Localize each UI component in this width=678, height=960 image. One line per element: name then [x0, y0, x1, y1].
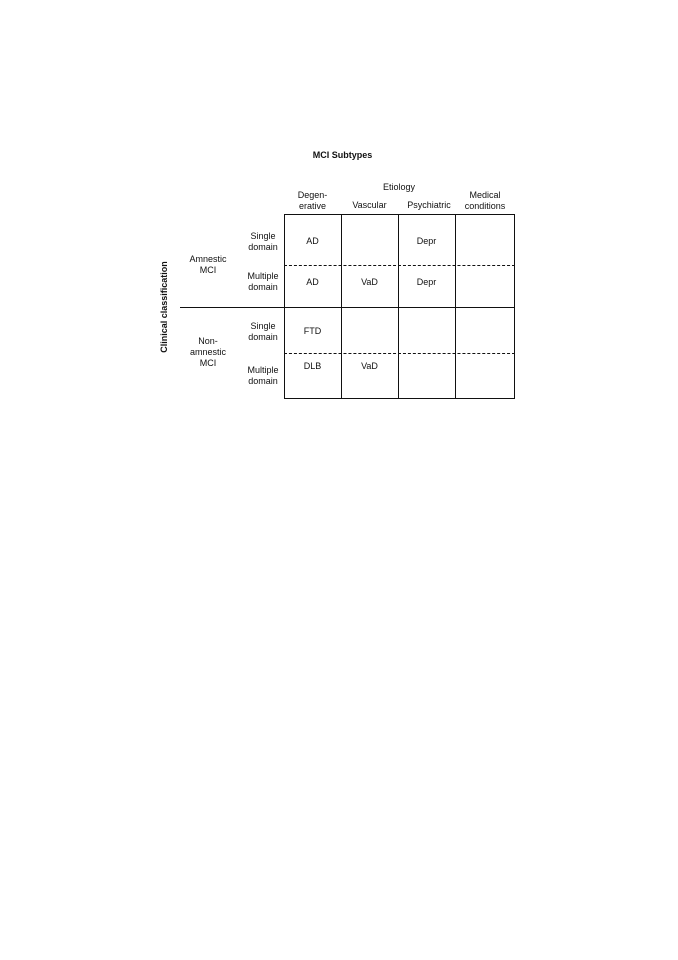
- cell-nonamnestic-multiple-vascular: VaD: [361, 361, 378, 371]
- cell-amnestic-multiple-degenerative: AD: [306, 277, 319, 287]
- row-label-amnestic-single: Single domain: [248, 231, 278, 252]
- cell-amnestic-single-psychiatric: Depr: [416, 236, 437, 246]
- group-divider: [180, 307, 515, 308]
- row-divider-dashed: [284, 353, 515, 354]
- row-divider-dashed: [284, 265, 515, 266]
- column-header-medical-conditions: Medical conditions: [464, 190, 506, 211]
- etiology-header: Etiology: [382, 182, 416, 192]
- column-header-degenerative: Degen- erative: [297, 190, 328, 211]
- column-header-vascular: Vascular: [352, 200, 387, 210]
- row-label-nonamnestic-single: Single domain: [248, 321, 278, 342]
- group-label-non-amnestic: Non- amnestic MCI: [189, 336, 226, 368]
- cell-nonamnestic-multiple-degenerative: DLB: [303, 361, 322, 371]
- cell-nonamnestic-single-degenerative: FTD: [303, 326, 322, 336]
- row-label-nonamnestic-multiple: Multiple domain: [247, 365, 279, 386]
- cell-amnestic-single-degenerative: AD: [306, 236, 319, 246]
- clinical-classification-label: Clinical classification: [159, 261, 169, 353]
- cell-amnestic-multiple-psychiatric: Depr: [416, 277, 437, 287]
- diagram-title: MCI Subtypes: [312, 150, 373, 160]
- group-label-amnestic: Amnestic MCI: [189, 254, 227, 275]
- column-header-psychiatric: Psychiatric: [407, 200, 451, 210]
- cell-amnestic-multiple-vascular: VaD: [361, 277, 378, 287]
- row-label-amnestic-multiple: Multiple domain: [247, 271, 279, 292]
